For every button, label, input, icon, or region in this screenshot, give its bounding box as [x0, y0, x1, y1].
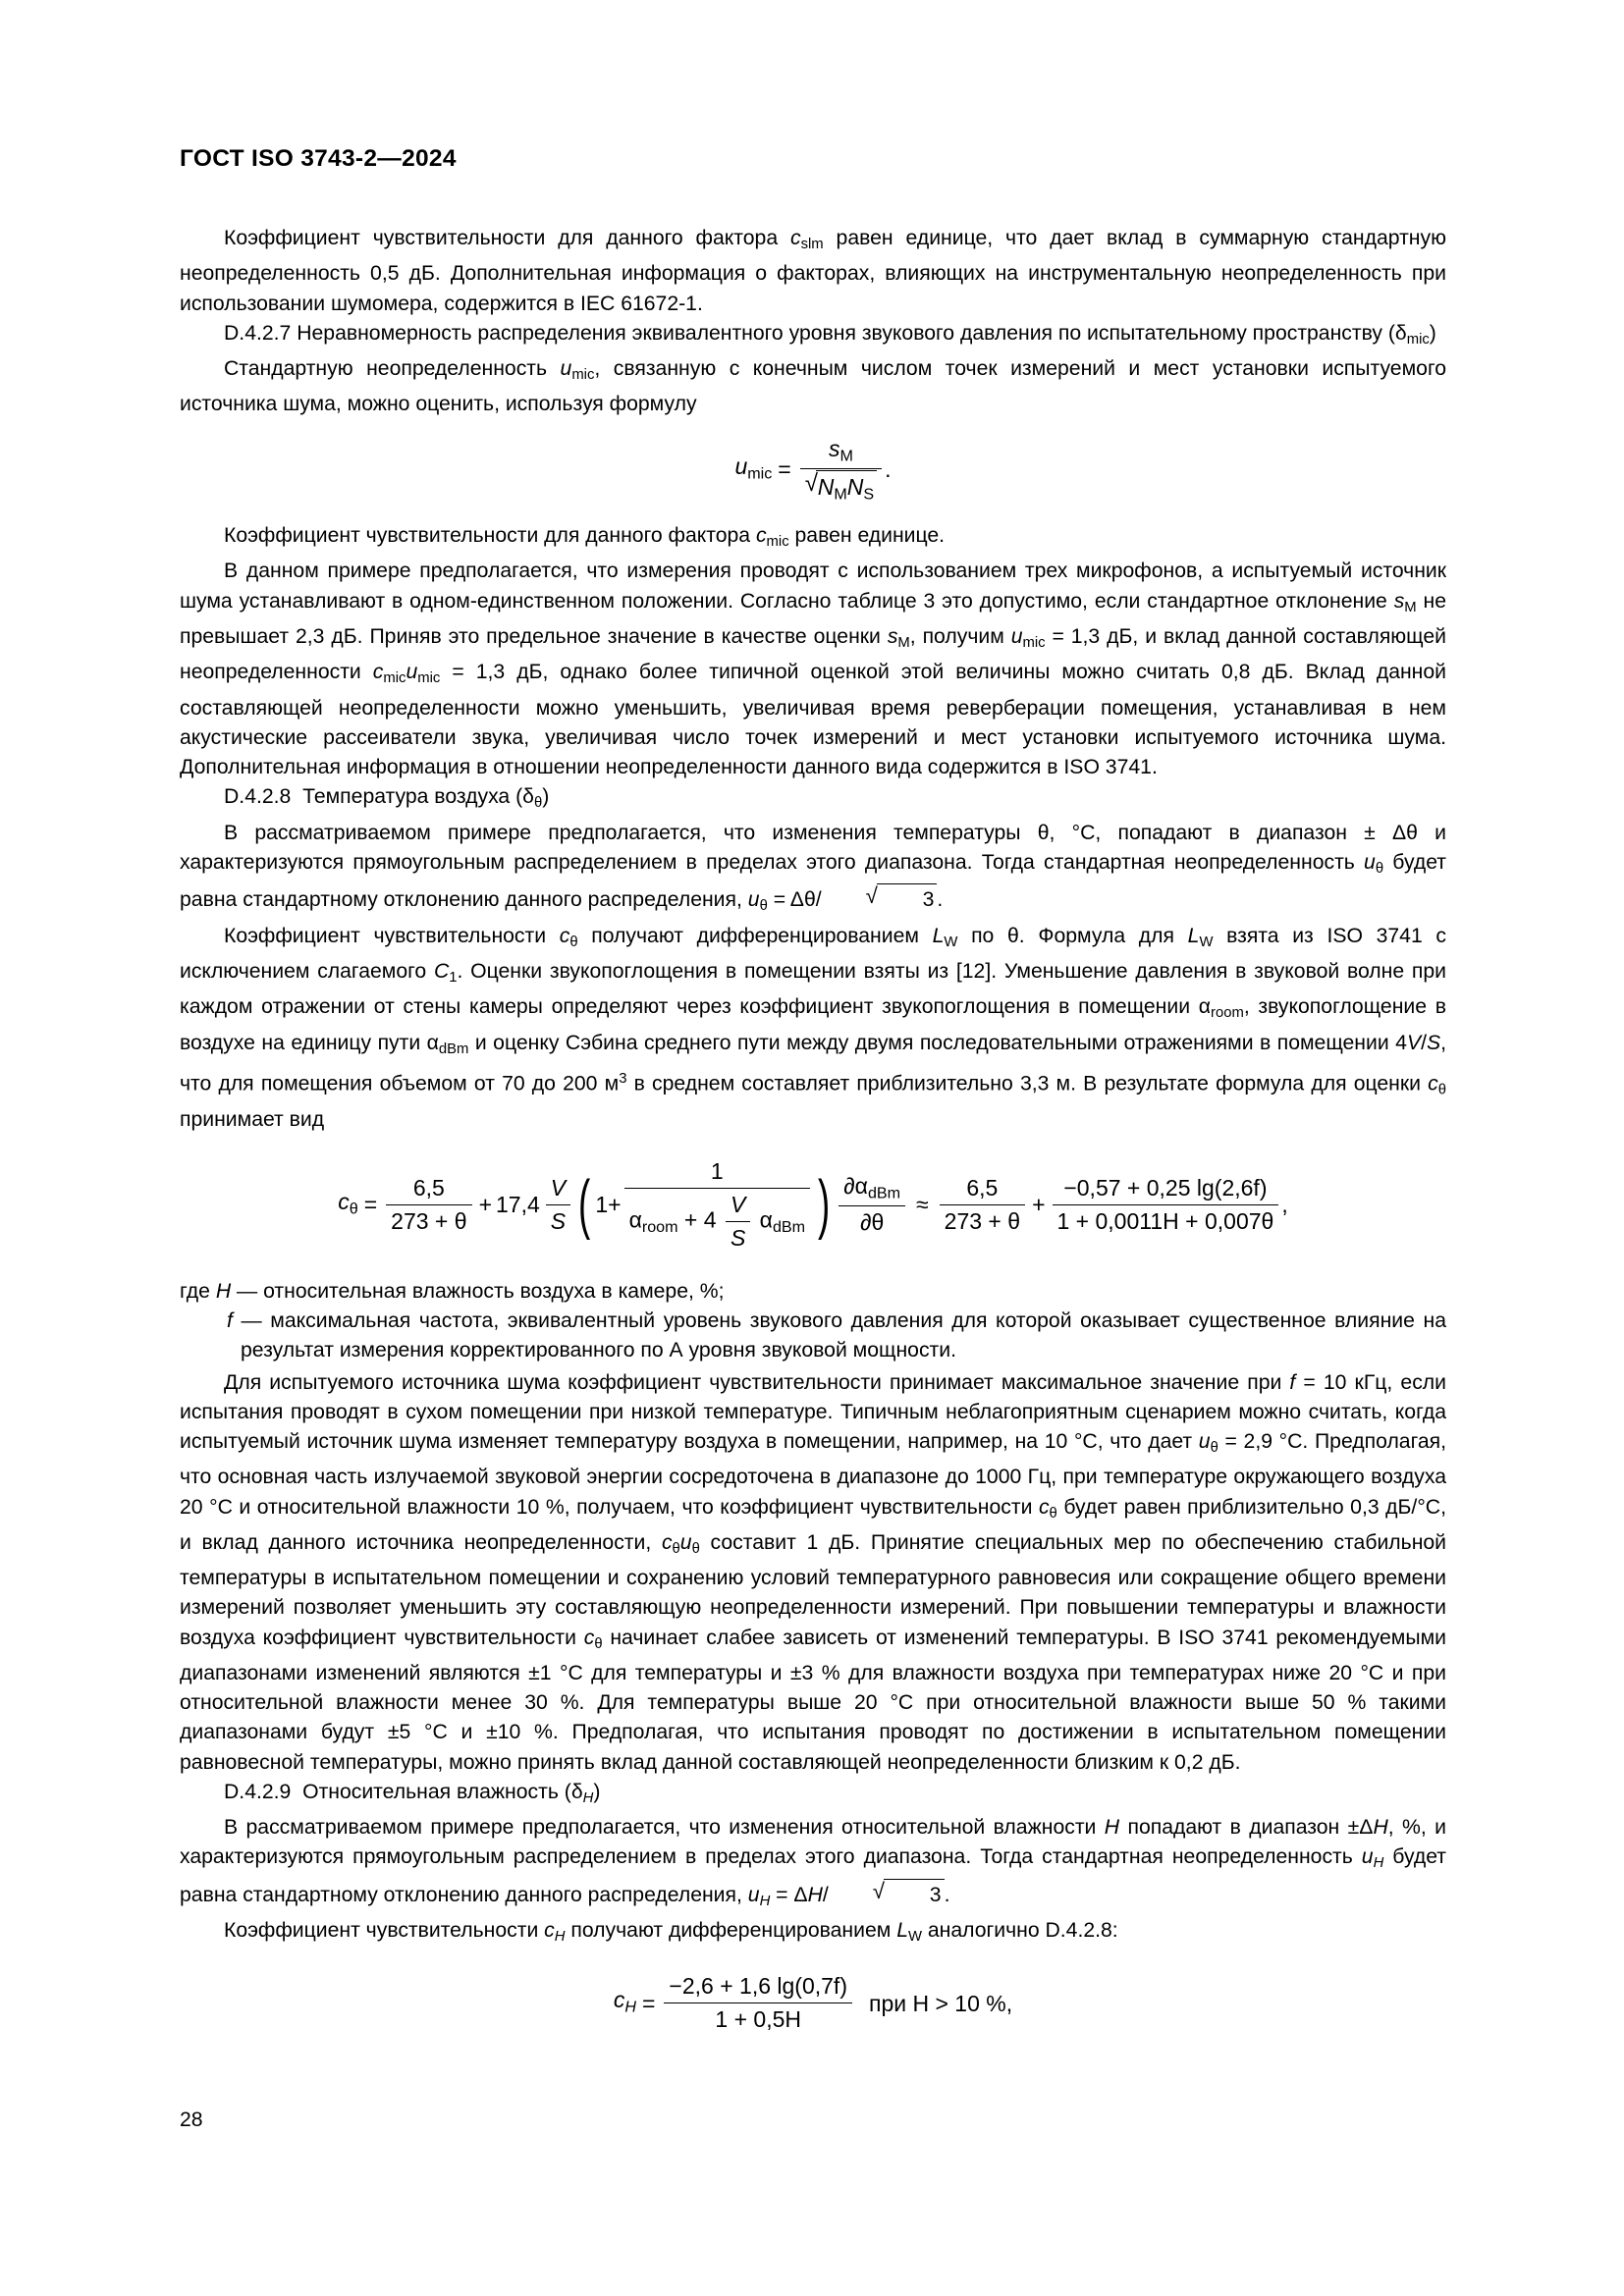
f1-lhs-var: u	[734, 453, 748, 479]
f2-t1-den: 273 + θ	[391, 1207, 467, 1234]
f2-lhs-sub: θ	[349, 1200, 358, 1218]
paragraph-8: Коэффициент чувствительности $c_\theta$ получают дифференцированием $L_W$ по θ. Формула для $L_W$ взята из ISO 3741 с исключением слагаемого $C_1$. Оценки звукопоглощения в помещении взяты из [12]. Уменьшение давления в звуковой волне при каждом отражении от стены камеры определяют через коэффициент звукопоглощения в помещении $\alpha_{room}$, звукопоглощение в воздухе на единицу пути $\alpha_{dBm}$ и оценку Сэбина среднего пути между двумя последовательными отражениями в помещении 4V/S, что для помещения объемом от 70 до 200 $м^3$ в среднем составляет приблизительно 3,3 м. В результате формула для оценки $c_\theta$ принимает вид	[180, 924, 1447, 1131]
f1-lhs-sub: mic	[747, 464, 773, 482]
formula-umic	[180, 434, 1446, 506]
where-symbol-H: H	[215, 1279, 232, 1303]
where-symbol-f: f	[227, 1309, 233, 1333]
where-definition-H: — относительная влажность воздуха в камере, %;	[237, 1279, 725, 1303]
page-content	[180, 224, 1446, 2051]
paragraph-5: В данном примере предполагается, что измерения проводят с использованием трех микрофонов, а испытуемый источник шума устанавливают в одном-единственном положении. Согласно таблице 3 это допустимо, если стандартное отклонение $s_M$ не превышает 2,3 дБ. Приняв это предельное значение в качестве оценки $s_M$, получим $u_{mic} = 1,3$ дБ, и вклад данной составляющей неопределенности $c_{mic}u_{mic} = 1,3$ дБ, однако более типичной оценкой этой величины можно считать 0,8 дБ. Вклад данной составляющей неопределенности можно уменьшить, увеличивая время реверберации помещения, устанавливая в нем акустические рассеиватели звука, увеличивая число точек измерений и мест установки испытуемого источника шума. Дополнительная информация в отношении неопределенности данного вида содержится в ISO 3741.	[180, 560, 1446, 779]
f3-den: 1 + 0,5H	[715, 2006, 801, 2033]
f2-inner-one: 1+	[595, 1192, 622, 1218]
f1-tail: .	[885, 456, 892, 483]
where-item-H	[180, 1277, 1446, 1307]
f1-den-var2: N	[846, 473, 864, 500]
f2-plus2: +	[1032, 1192, 1046, 1218]
formula-ctheta	[180, 1156, 1446, 1254]
f1-den-root: N	[817, 473, 835, 500]
paragraph-1: Коэффициент чувствительности для данного фактора $c_{slm}$ равен единице, что дает вклад в суммарную стандартную неопределенность 0,5 дБ. Дополнительная информация о факторах, влияющих на инструментальную неопределенность при использовании шумомера, содержится в IEC 61672-1.	[180, 227, 1446, 315]
f1-eq: =	[778, 456, 791, 483]
f2-inner-den-vs-num: V	[730, 1191, 746, 1217]
paragraph-9: Для испытуемого источника шума коэффициент чувствительности принимает максимальное значение при f = 10 кГц, если испытания проводят в сухом помещении при низкой температуре. Типичным неблагоприятным сценарием можно считать, когда испытуемый источник шума изменяет температуру воздуха в помещении, например, на 10 °C, что дает $u_\theta = 2,9$ °C. Предполагая, что основная часть излучаемой звуковой энергии сосредоточена в диапазоне до 1000 Гц, при температуре окружающего воздуха 20 °C и относительной влажности 10 %, получаем, что коэффициент чувствительности $c_\theta$ будет равен приблизительно 0,3 дБ/°C, и вклад данного источника неопределенности, $c_\theta u_\theta$ составит 1 дБ. Принятие специальных мер по обеспечению стабильной температуры в испытательном помещении и сохранению условий температурного равновесия или сокращение общего времени измерений позволяет уменьшить эту составляющую неопределенности измерений. При повышении температуры и влажности воздуха коэффициент чувствительности $c_\theta$ начинает слабее зависеть от изменений температуры. В ISO 3741 рекомендуемыми диапазонами изменений являются ±1 °C для температуры и ±3 % для влажности воздуха при температурах ниже 20 °C и при относительной влажности менее 30 %. Для температуры выше 20 °C при относительной влажности выше 50 % такими диапазонами будут ±5 °C и ±10 %. Предполагая, что испытания проводят по достижении в испытательном помещении равновесной температуры, можно принять вклад данной составляющей неопределенности близким к 0,2 дБ.	[180, 1370, 1447, 1774]
f2-t2-den: 273 + θ	[944, 1207, 1021, 1234]
where-item-f	[180, 1307, 1446, 1365]
f2-deriv-den: ∂θ	[860, 1209, 885, 1236]
f2-inner-num: 1	[624, 1156, 811, 1189]
f2-vs-num: V	[550, 1174, 567, 1201]
f1-num: s	[828, 435, 840, 461]
f2-paren-close: )	[818, 1168, 831, 1242]
f2-approx: ≈	[916, 1192, 929, 1218]
f2-t3-num: −0,57 + 0,25 lg(2,6f)	[1053, 1173, 1279, 1205]
clause-d427: D.4.2.7 Неравномерность распределения эквивалентного уровня звукового давления по испытательному пространству $(\delta_{mic})$	[224, 321, 1436, 347]
f1-den-sub2: S	[863, 485, 875, 504]
f2-inner-den-a-sub: room	[641, 1218, 678, 1236]
paragraph-11: В рассматриваемом примере предполагается, что изменения относительной влажности H попадают в диапазон ±ΔH, %, и характеризуются прямоугольным распределением в пределах этого диапазона. Тогда стандартная неопределенность $u_H$ будет равна стандартному отклонению данного распределения, $u_H = \Delta H/$ √ 3 .	[180, 1813, 1446, 1916]
f2-eq: =	[363, 1192, 378, 1218]
page-number: 28	[180, 2109, 203, 2131]
f1-num-sub: M	[839, 447, 853, 465]
f1-den-sub1: M	[834, 485, 847, 504]
f2-vs-den: S	[550, 1207, 567, 1234]
where-label: где	[180, 1279, 210, 1303]
f3-lhs-var: c	[613, 1987, 625, 2013]
f2-inner-den-plus: + 4	[683, 1206, 717, 1233]
f2-t3-den: 1 + 0,0011H + 0,007θ	[1056, 1207, 1274, 1234]
f2-inner-den-vs-den: S	[730, 1224, 746, 1251]
where-definition-f: — максимальная частота, эквивалентный уровень звукового давления для которой оказывает существенное влияние на результат измерения корректированного по А уровня звуковой мощности.	[241, 1309, 1446, 1362]
f2-deriv-num: ∂α	[843, 1173, 868, 1200]
f2-inner-den-a: α	[628, 1206, 642, 1233]
f2-deriv-num-sub: dBm	[867, 1184, 901, 1202]
paragraph-12: Коэффициент чувствительности $c_H$ получают дифференцированием $L_W$ аналогично D.4.2.8:	[224, 1919, 1118, 1946]
f2-lhs-var: c	[338, 1188, 350, 1214]
paragraph-4: Коэффициент чувствительности для данного фактора $c_{mic}$ равен единице.	[224, 524, 946, 551]
f2-coef: 17,4	[496, 1192, 540, 1218]
f3-lhs-sub: H	[624, 1998, 636, 2016]
f2-plus: +	[478, 1192, 492, 1218]
where-definitions	[180, 1277, 1446, 1366]
paragraph-3: Стандартную неопределенность $u_{mic}$, связанную с конечным числом точек измерений и мест установки испытуемого источника шума, можно оценить, используя формулу	[180, 357, 1446, 416]
clause-d428: D.4.2.8 Температура воздуха $(\delta_\theta)$	[224, 785, 550, 812]
f2-paren-open: (	[578, 1168, 591, 1242]
f3-num: −2,6 + 1,6 lg(0,7f)	[664, 1971, 852, 2003]
f3-condition: при H > 10 %,	[869, 1990, 1013, 2016]
paragraph-7: В рассматриваемом примере предполагается, что изменения температуры θ, °C, попадают в диапазон ± Δθ и характеризуются прямоугольным распределением в пределах этого диапазона. Тогда стандартная неопределенность $u_\theta$ будет равна стандартному отклонению данного распределения, $u_\theta = \Delta\theta/$ √ 3 .	[180, 819, 1446, 922]
f2-inner-den-b-sub: dBm	[772, 1218, 806, 1236]
f3-eq: =	[641, 1990, 656, 2016]
f2-tail: ,	[1281, 1192, 1288, 1218]
f2-inner-den-b: α	[759, 1206, 773, 1233]
f2-t2-num: 6,5	[940, 1173, 1025, 1205]
formula-cH	[180, 1971, 1446, 2035]
f2-t1-num: 6,5	[386, 1173, 471, 1205]
clause-d429: D.4.2.9 Относительная влажность $(\delta_H)$	[224, 1780, 601, 1806]
page-header: ГОСТ ISO 3743-2—2024	[180, 145, 457, 172]
